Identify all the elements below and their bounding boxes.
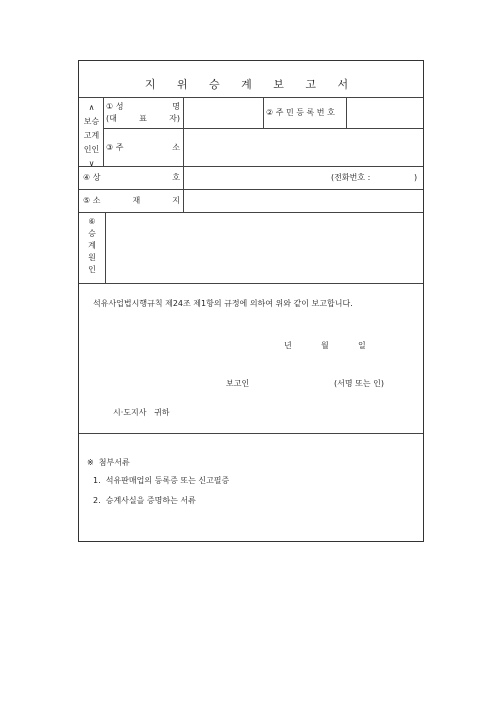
name-label: ① 성 명 — [106, 102, 180, 111]
recipient: 시·도지사 귀하 — [113, 408, 170, 417]
divider — [103, 97, 104, 166]
date-day: 일 — [358, 341, 366, 350]
attachment-item: 1. 석유판매업의 등록증 또는 신고필증 — [93, 476, 230, 485]
phone-close: ) — [414, 173, 418, 182]
form-title: 지 위 승 계 보 고 서 — [144, 78, 358, 91]
address-label: ③ 주 소 — [106, 143, 180, 152]
divider — [79, 212, 423, 213]
signature-label: (서명 또는 인) — [334, 379, 384, 388]
divider — [79, 283, 423, 284]
divider — [79, 189, 423, 190]
divider — [103, 128, 423, 129]
phone-label: (전화번호 : — [331, 173, 371, 182]
divider — [79, 166, 423, 167]
location-label: ⑤ 소 재 지 — [83, 196, 180, 205]
divider — [105, 212, 106, 283]
divider — [346, 97, 347, 128]
registration-number-label: ② 주 민 등 록 번 호 — [266, 108, 335, 117]
attachments-heading: ※ 첨부서류 — [87, 458, 130, 467]
divider — [79, 433, 423, 434]
succession-reason-label: ⑥ 승 계 원 인 — [88, 217, 96, 274]
report-form — [78, 60, 424, 542]
trade-name-label: ④ 상 호 — [83, 173, 180, 182]
reporter-label: 보고인 — [226, 379, 250, 388]
date-month: 월 — [321, 341, 329, 350]
statement-text: 석유사업법시행규칙 제24조 제1항의 규정에 의하여 위와 같이 보고합니다. — [93, 299, 353, 308]
divider — [79, 97, 423, 98]
divider — [183, 97, 184, 212]
representative-label: (대 표 자) — [106, 114, 180, 123]
divider — [263, 97, 264, 128]
applicant-side-label: ∧ 보승 고계 인인 ∨ — [83, 103, 100, 168]
attachment-item: 2. 승계사실을 증명하는 서류 — [93, 496, 196, 505]
date-year: 년 — [284, 341, 292, 350]
